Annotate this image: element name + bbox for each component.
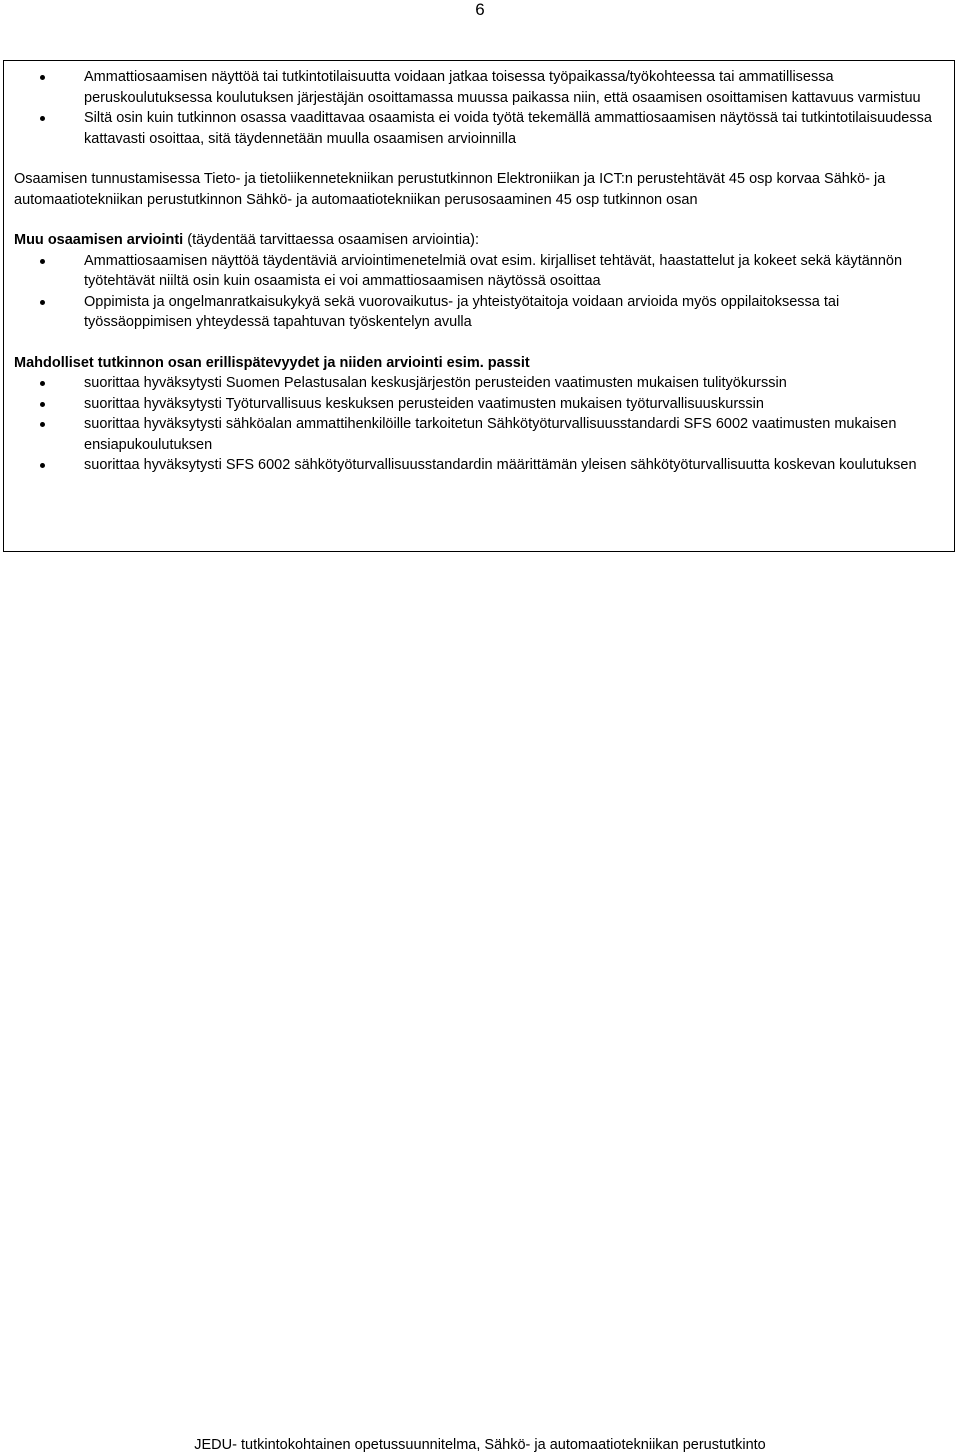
recognition-paragraph: Osaamisen tunnustamisessa Tieto- ja tietoliikennetekniikan perustutkinnon Elektroniikan ja ICT:n perustehtävät 45 osp korvaa Sähkö- ja automaatiotekniikan perustutkinnon Sähkö- ja automaatiotekniikan perusosaaminen 45 osp tutkinnon osan [14, 171, 886, 208]
list-item [14, 108, 944, 149]
list-item-text: suorittaa hyväksytysti sähköalan ammattihenkilöille tarkoitetun Sähkötyöturvallisuusstandardi SFS 6002 vaatimusten mukaisen ensiapukoulutuksen [84, 416, 897, 453]
other-assessment-heading-bold: Muu osaamisen arviointi [14, 232, 184, 248]
assessment-conditions-list [14, 67, 944, 149]
bullet-icon [40, 381, 45, 386]
list-item [14, 373, 944, 394]
bullet-icon [40, 422, 45, 427]
bullet-icon [40, 463, 45, 468]
list-item [14, 414, 944, 455]
list-item-text: Ammattiosaamisen näyttöä täydentäviä arviointimenetelmiä ovat esim. kirjalliset tehtävät, haastattelut ja kokeet sekä käytännön työtehtävät niiltä osin kuin osaamista ei voi ammattiosaamisen näytössä osoittaa [84, 252, 903, 289]
list-item [14, 455, 944, 476]
list-item-text: Siltä osin kuin tutkinnon osassa vaadittavaa osaamista ei voida työtä tekemällä ammattiosaamisen näytössä tai tutkintotilaisuudessa kattavasti osoittaa, sitä täydennetään muulla osaamisen arvioinnilla [84, 110, 932, 147]
list-item-text: Ammattiosaamisen näyttöä tai tutkintotilaisuutta voidaan jatkaa toisessa työpaikassa/työkohteessa tai ammatillisessa peruskoulutuksessa koulutuksen järjestäjän osoittamassa muussa paikassa niin, että osaamisen osoittamisen kattavuus varmistuu [84, 69, 921, 106]
list-item [14, 394, 944, 415]
other-assessment-heading-rest: (täydentää tarvittaessa osaamisen arviointia): [183, 232, 480, 248]
content-area [14, 67, 944, 476]
list-item-text: suorittaa hyväksytysti Työturvallisuus keskuksen perusteiden vaatimusten mukaisen työturvallisuuskurssin [84, 395, 764, 412]
list-item [14, 292, 944, 333]
content-box [3, 60, 955, 552]
bullet-icon [40, 116, 45, 121]
bullet-icon [40, 300, 45, 305]
other-assessment-heading [14, 230, 944, 251]
page-footer: JEDU- tutkintokohtainen opetussuunnitelma, Sähkö- ja automaatiotekniikan perustutkinto [194, 1437, 766, 1453]
page-number: 6 [475, 0, 485, 19]
list-item-text: suorittaa hyväksytysti Suomen Pelastusalan keskusjärjestön perusteiden vaatimusten mukaisen tulityökurssin [84, 375, 787, 391]
bullet-icon [40, 402, 45, 407]
list-item [14, 67, 944, 108]
list-item [14, 251, 944, 292]
list-item-text: Oppimista ja ongelmanratkaisukykyä sekä vuorovaikutus- ja yhteistyötaitoja voidaan arvioida myös oppilaitoksessa tai työssäoppimisen yhteydessä tapahtuvan työskentelyn avulla [84, 293, 840, 330]
list-item-text: suorittaa hyväksytysti SFS 6002 sähkötyöturvallisuusstandardin määrittämän yleisen sähkötyöturvallisuutta koskevan koulutuksen [84, 457, 917, 473]
bullet-icon [40, 259, 45, 264]
extra-requirements-heading: Mahdolliset tutkinnon osan erillispätevyydet ja niiden arviointi esim. passit [14, 354, 530, 371]
bullet-icon [40, 75, 45, 80]
other-assessment-list [14, 251, 944, 333]
extra-requirements-list [14, 373, 944, 476]
